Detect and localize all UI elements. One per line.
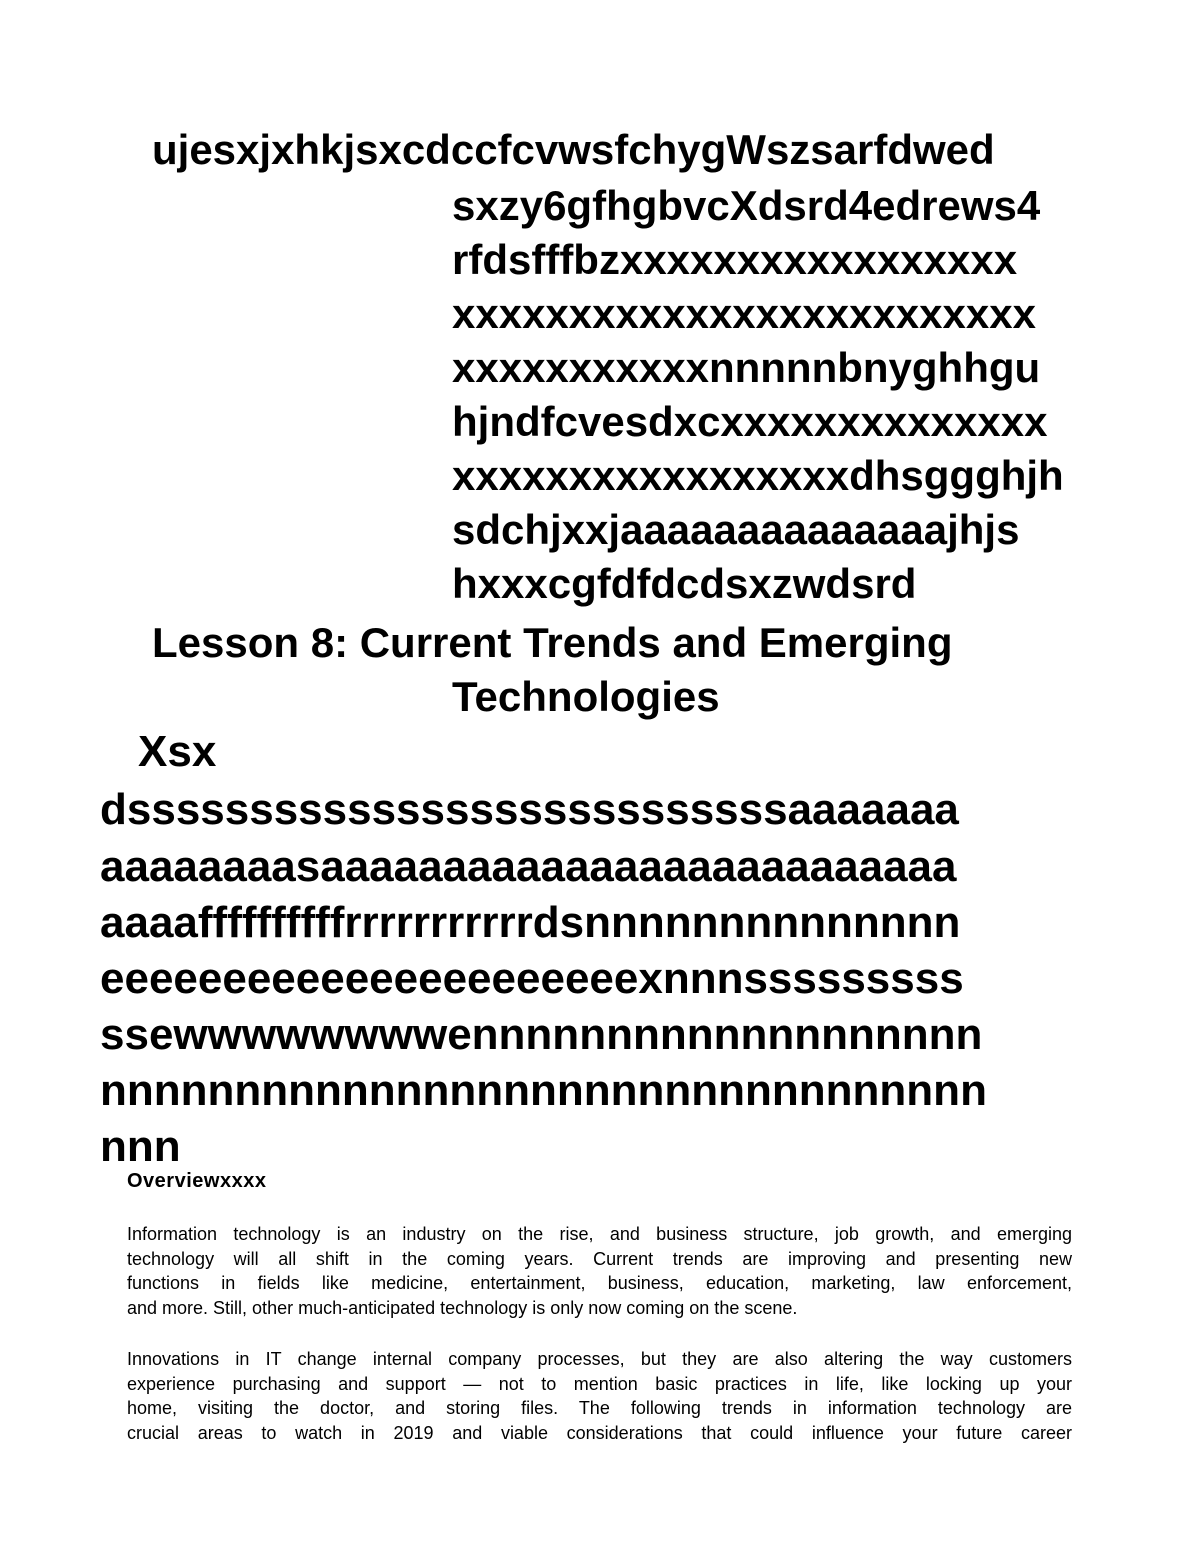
filler-line: nnnnnnnnnnnnnnnnnnnnnnnnnnnnnnnnn [100, 1066, 987, 1115]
filler-line: aaaaffffffffffrrrrrrrrrrrdsnnnnnnnnnnnnnn [100, 898, 961, 947]
heading-line: sxzy6gfhgbvcXdsrd4edrews4 [452, 182, 1041, 229]
paragraph-line: Innovations in IT change internal company processes, but they are also altering the way customers [127, 1349, 1072, 1369]
heading-line: hxxxcgfdfdcdsxzwdsrd [452, 560, 917, 607]
heading-line: xxxxxxxxxxxxxxxxxdhsggghjh [452, 452, 1064, 499]
heading-line: xxxxxxxxxxxxxxxxxxxxxxxxx [452, 290, 1036, 337]
paragraph-line: experience purchasing and support — not to mention basic practices in life, like locking up your [127, 1373, 1072, 1394]
filler-line: eeeeeeeeeeeeeeeeeeeeeexnnnsssssssss [100, 954, 964, 1003]
paragraph-2 [127, 1347, 1072, 1445]
paragraph-line: home, visiting the doctor, and storing files. The following trends in information technology are [127, 1398, 1072, 1418]
paragraph-1 [127, 1222, 1072, 1320]
heading-line: xxxxxxxxxxxnnnnnbnyghhgu [452, 344, 1041, 391]
paragraph-line: crucial areas to watch in 2019 and viable considerations that could influence your future career [127, 1422, 1072, 1443]
filler-line: nnn [100, 1122, 181, 1171]
lesson-title-line-1: Lesson 8: Current Trends and Emerging [152, 619, 953, 666]
paragraph-line: Information technology is an industry on the rise, and business structure, job growth, and emerging [127, 1224, 1072, 1244]
lesson-title-line-2: Technologies [452, 673, 720, 720]
section-heading: Overviewxxxx [127, 1170, 267, 1192]
paragraph-line: and more. Still, other much-anticipated technology is only now coming on the scene. [127, 1297, 798, 1318]
heading-line: sdchjxxjaaaaaaaaaaaaaajhjs [452, 506, 1020, 553]
filler-line: Xsx [138, 727, 217, 776]
heading-line: hjndfcvesdxcxxxxxxxxxxxxxx [452, 398, 1048, 445]
heading-line: ujesxjxhkjsxcdccfcvwsfchygWszsarfdwed [152, 126, 995, 173]
paragraph-line: functions in fields like medicine, entertainment, business, education, marketing, law enforcement, [127, 1273, 1072, 1293]
filler-line: ssewwwwwwwwennnnnnnnnnnnnnnnnnn [100, 1010, 983, 1059]
filler-line: dsssssssssssssssssssssssssssaaaaaaa [100, 785, 959, 834]
paragraph-line: technology will all shift in the coming years. Current trends are improving and presenting new [127, 1248, 1072, 1269]
filler-line: aaaaaaaasaaaaaaaaaaaaaaaaaaaaaaaaaa [100, 842, 957, 891]
heading-line: rfdsfffbzxxxxxxxxxxxxxxxxx [452, 236, 1018, 283]
